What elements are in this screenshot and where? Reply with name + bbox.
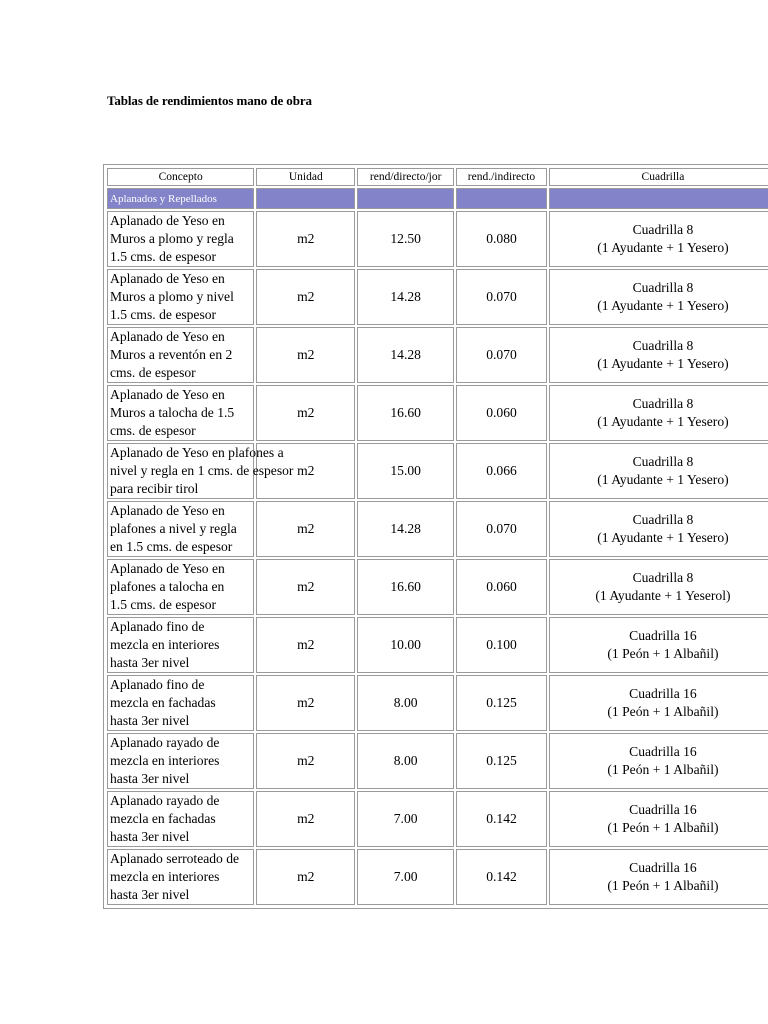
crew-cell	[549, 617, 768, 673]
section-cell	[549, 188, 768, 209]
crew-detail: (1 Ayudante + 1 Yesero)	[597, 356, 729, 371]
table-row	[107, 385, 768, 441]
concept-cell	[107, 385, 254, 441]
rend-directo-cell: 8.00	[357, 675, 454, 731]
table-row	[107, 559, 768, 615]
page-title: Tablas de rendimientos mano de obra	[107, 93, 312, 108]
table-row	[107, 443, 768, 499]
rend-directo-cell: 12.50	[357, 211, 454, 267]
unit-cell: m2	[256, 327, 355, 383]
rend-indirecto-cell: 0.142	[456, 791, 547, 847]
rend-directo-cell: 8.00	[357, 733, 454, 789]
crew-cell	[549, 269, 768, 325]
section-cell	[256, 188, 355, 209]
concept-line: plafones a nivel y regla	[110, 521, 237, 536]
concept-line: Muros a plomo y nivel	[110, 289, 234, 304]
crew-detail: (1 Ayudante + 1 Yesero)	[597, 530, 729, 545]
rend-indirecto-cell: 0.142	[456, 849, 547, 905]
unit-cell: m2	[256, 849, 355, 905]
concept-line: para recibir tirol	[110, 481, 199, 496]
concept-cell	[107, 443, 294, 499]
crew-cell	[549, 443, 768, 499]
concept-line: hasta 3er nivel	[110, 655, 190, 670]
unit-cell: m2	[256, 385, 355, 441]
concept-line: Muros a talocha de 1.5	[110, 405, 235, 420]
concept-cell	[107, 791, 254, 847]
crew-detail: (1 Ayudante + 1 Yeserol)	[595, 588, 731, 603]
concept-line: Aplanado fino de	[110, 677, 205, 692]
rend-indirecto-cell: 0.125	[456, 733, 547, 789]
concept-line: Aplanado rayado de	[110, 793, 220, 808]
section-label: Aplanados y Repellados	[107, 188, 254, 209]
column-header-concepto: Concepto	[107, 168, 254, 186]
concept-line: Aplanado fino de	[110, 619, 205, 634]
concept-line: hasta 3er nivel	[110, 829, 190, 844]
column-header-cuadrilla: Cuadrilla	[549, 168, 768, 186]
unit-cell: m2	[256, 617, 355, 673]
crew-detail: (1 Peón + 1 Albañil)	[607, 878, 719, 893]
crew-detail: (1 Peón + 1 Albañil)	[607, 704, 719, 719]
table-row	[107, 733, 768, 789]
crew-detail: (1 Ayudante + 1 Yesero)	[597, 414, 729, 429]
concept-line: nivel y regla en 1 cms. de espesor	[110, 463, 294, 478]
concept-line: mezcla en interiores	[110, 869, 220, 884]
concept-line: mezcla en interiores	[110, 637, 220, 652]
concept-cell	[107, 559, 254, 615]
table-row	[107, 501, 768, 557]
table-body	[107, 188, 768, 905]
crew-cell	[549, 675, 768, 731]
column-header-rend-directo: rend/directo/jor	[357, 168, 454, 186]
rend-indirecto-cell: 0.066	[456, 443, 547, 499]
rend-indirecto-cell: 0.060	[456, 559, 547, 615]
concept-line: cms. de espesor	[110, 365, 196, 380]
concept-line: Aplanado de Yeso en	[110, 271, 225, 286]
concept-cell	[107, 211, 254, 267]
rend-indirecto-cell: 0.060	[456, 385, 547, 441]
concept-line: Muros a plomo y regla	[110, 231, 234, 246]
concept-cell	[107, 849, 254, 905]
crew-name: Cuadrilla 16	[629, 686, 697, 701]
table-row	[107, 211, 768, 267]
crew-name: Cuadrilla 8	[632, 512, 694, 527]
crew-name: Cuadrilla 8	[632, 280, 694, 295]
section-cell	[357, 188, 454, 209]
rend-directo-cell: 7.00	[357, 791, 454, 847]
crew-detail: (1 Ayudante + 1 Yesero)	[597, 298, 729, 313]
rend-directo-cell: 10.00	[357, 617, 454, 673]
crew-detail: (1 Ayudante + 1 Yesero)	[597, 472, 729, 487]
concept-cell	[107, 675, 254, 731]
crew-name: Cuadrilla 16	[629, 860, 697, 875]
crew-name: Cuadrilla 16	[629, 628, 697, 643]
crew-cell	[549, 791, 768, 847]
column-header-unidad: Unidad	[256, 168, 355, 186]
concept-line: Aplanado de Yeso en plafones a	[110, 445, 284, 460]
table-row	[107, 675, 768, 731]
rend-directo-cell: 7.00	[357, 849, 454, 905]
concept-line: Aplanado rayado de	[110, 735, 220, 750]
yield-table-container	[103, 164, 768, 909]
section-row	[107, 188, 768, 209]
yield-table	[105, 166, 768, 907]
crew-cell	[549, 501, 768, 557]
section-cell	[456, 188, 547, 209]
concept-line: Aplanado serroteado de	[110, 851, 240, 866]
table-row	[107, 791, 768, 847]
rend-indirecto-cell: 0.070	[456, 269, 547, 325]
crew-name: Cuadrilla 8	[632, 396, 694, 411]
crew-cell	[549, 733, 768, 789]
crew-detail: (1 Peón + 1 Albañil)	[607, 646, 719, 661]
concept-line: hasta 3er nivel	[110, 713, 190, 728]
crew-cell	[549, 327, 768, 383]
crew-detail: (1 Peón + 1 Albañil)	[607, 820, 719, 835]
crew-name: Cuadrilla 8	[632, 222, 694, 237]
rend-directo-cell: 16.60	[357, 385, 454, 441]
concept-cell	[107, 501, 254, 557]
rend-directo-cell: 16.60	[357, 559, 454, 615]
unit-cell: m2	[256, 211, 355, 267]
rend-directo-cell: 15.00	[357, 443, 454, 499]
concept-line: mezcla en fachadas	[110, 695, 216, 710]
concept-line: Aplanado de Yeso en	[110, 503, 225, 518]
rend-indirecto-cell: 0.080	[456, 211, 547, 267]
table-row	[107, 617, 768, 673]
crew-detail: (1 Peón + 1 Albañil)	[607, 762, 719, 777]
rend-directo-cell: 14.28	[357, 501, 454, 557]
rend-indirecto-cell: 0.070	[456, 327, 547, 383]
concept-line: hasta 3er nivel	[110, 771, 190, 786]
crew-name: Cuadrilla 8	[632, 338, 694, 353]
table-row	[107, 269, 768, 325]
crew-cell	[549, 849, 768, 905]
crew-cell	[549, 385, 768, 441]
crew-name: Cuadrilla 16	[629, 744, 697, 759]
crew-cell	[549, 559, 768, 615]
table-row	[107, 849, 768, 905]
concept-line: Aplanado de Yeso en	[110, 213, 225, 228]
table-header-row	[107, 168, 768, 186]
concept-line: 1.5 cms. de espesor	[110, 597, 217, 612]
unit-cell: m2	[256, 443, 355, 499]
concept-line: Aplanado de Yeso en	[110, 387, 225, 402]
concept-line: Aplanado de Yeso en	[110, 561, 225, 576]
concept-line: en 1.5 cms. de espesor	[110, 539, 233, 554]
concept-line: hasta 3er nivel	[110, 887, 190, 902]
crew-name: Cuadrilla 8	[632, 454, 694, 469]
concept-line: mezcla en fachadas	[110, 811, 216, 826]
concept-line: cms. de espesor	[110, 423, 196, 438]
crew-name: Cuadrilla 8	[632, 570, 694, 585]
table-row	[107, 327, 768, 383]
concept-line: mezcla en interiores	[110, 753, 220, 768]
rend-directo-cell: 14.28	[357, 269, 454, 325]
concept-cell	[107, 269, 254, 325]
concept-line: 1.5 cms. de espesor	[110, 307, 217, 322]
concept-cell	[107, 617, 254, 673]
unit-cell: m2	[256, 675, 355, 731]
crew-detail: (1 Ayudante + 1 Yesero)	[597, 240, 729, 255]
rend-indirecto-cell: 0.070	[456, 501, 547, 557]
rend-indirecto-cell: 0.125	[456, 675, 547, 731]
unit-cell: m2	[256, 559, 355, 615]
unit-cell: m2	[256, 733, 355, 789]
unit-cell: m2	[256, 269, 355, 325]
concept-cell	[107, 733, 254, 789]
column-header-rend-indirecto: rend./indirecto	[456, 168, 547, 186]
rend-indirecto-cell: 0.100	[456, 617, 547, 673]
concept-line: Muros a reventón en 2	[110, 347, 233, 362]
unit-cell: m2	[256, 791, 355, 847]
crew-name: Cuadrilla 16	[629, 802, 697, 817]
concept-line: 1.5 cms. de espesor	[110, 249, 217, 264]
crew-cell	[549, 211, 768, 267]
concept-line: Aplanado de Yeso en	[110, 329, 225, 344]
unit-cell: m2	[256, 501, 355, 557]
rend-directo-cell: 14.28	[357, 327, 454, 383]
concept-line: plafones a talocha en	[110, 579, 225, 594]
concept-cell	[107, 327, 254, 383]
